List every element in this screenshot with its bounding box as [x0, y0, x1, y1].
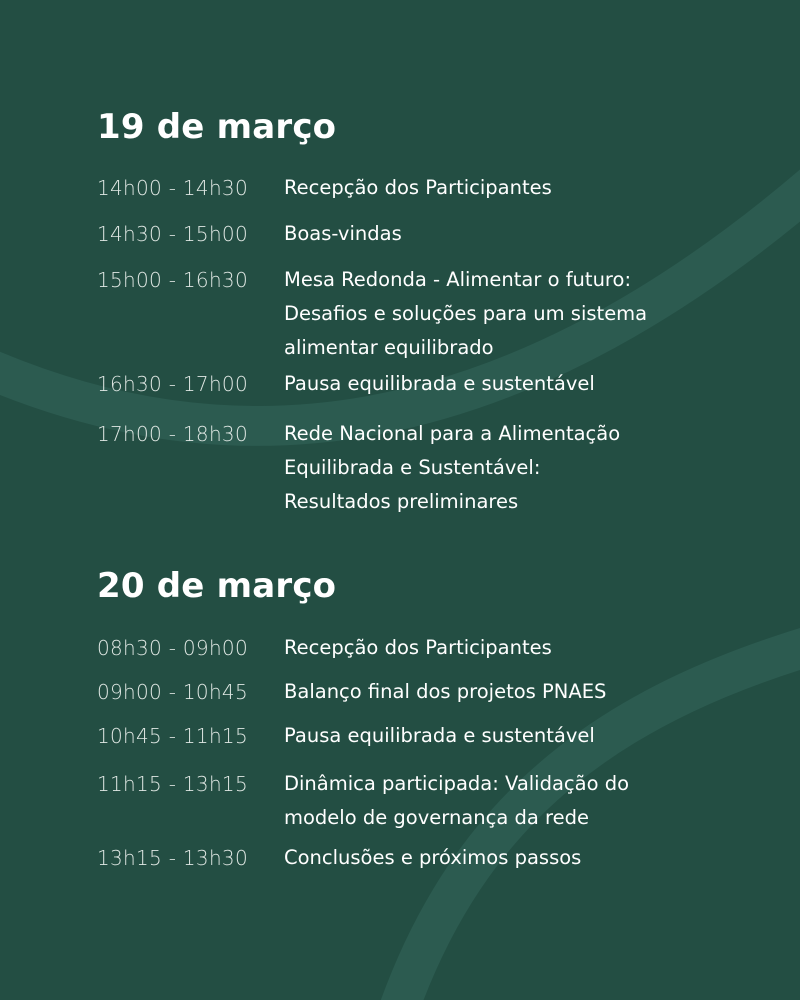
item-time: 17h00 - 18h30 — [97, 422, 248, 446]
item-time: 13h15 - 13h30 — [97, 846, 248, 870]
item-description-line: Mesa Redonda - Alimentar o futuro: — [284, 268, 632, 291]
item-time: 14h00 - 14h30 — [97, 176, 248, 200]
item-description — [284, 841, 690, 875]
item-description — [284, 367, 690, 401]
item-description-line: Pausa equilibrada e sustentável — [284, 724, 595, 747]
item-description-line: Recepção dos Participantes — [284, 636, 552, 659]
item-description-line: Balanço final dos projetos PNAES — [284, 680, 607, 703]
item-time: 15h00 - 16h30 — [97, 268, 248, 292]
item-description — [284, 675, 690, 709]
day-2-title: 20 de março — [97, 566, 337, 606]
item-description-line: Recepção dos Participantes — [284, 176, 552, 199]
day-1-title: 19 de março — [97, 107, 337, 147]
schedule-item — [97, 841, 697, 875]
item-time: 09h00 - 10h45 — [97, 680, 248, 704]
schedule-item — [97, 367, 697, 401]
schedule-item — [97, 263, 697, 365]
schedule-item — [97, 767, 697, 835]
item-description-line: Rede Nacional para a Alimentação — [284, 422, 621, 445]
item-description-line: alimentar equilibrado — [284, 336, 494, 359]
item-description-line: Dinâmica participada: Validação do — [284, 772, 630, 795]
schedule-item — [97, 171, 697, 205]
item-description — [284, 417, 690, 519]
item-description-line: Conclusões e próximos passos — [284, 846, 582, 869]
item-description-line: Boas-vindas — [284, 222, 402, 245]
item-time: 14h30 - 15h00 — [97, 222, 248, 246]
item-description-line: Desafios e soluções para um sistema — [284, 302, 648, 325]
item-description — [284, 767, 690, 835]
item-description-line: Equilibrada e Sustentável: — [284, 456, 541, 479]
item-description — [284, 719, 690, 753]
schedule-item — [97, 631, 697, 665]
item-description — [284, 263, 690, 365]
schedule-item — [97, 719, 697, 753]
item-time: 08h30 - 09h00 — [97, 636, 248, 660]
item-description-line: modelo de governança da rede — [284, 806, 589, 829]
item-description — [284, 217, 690, 251]
item-description-line: Pausa equilibrada e sustentável — [284, 372, 595, 395]
schedule-item — [97, 417, 697, 519]
item-description — [284, 631, 690, 665]
item-description-line: Resultados preliminares — [284, 490, 519, 513]
item-time: 10h45 - 11h15 — [97, 724, 248, 748]
schedule-item — [97, 675, 697, 709]
schedule-item — [97, 217, 697, 251]
item-time: 16h30 - 17h00 — [97, 372, 248, 396]
item-description — [284, 171, 690, 205]
item-time: 11h15 - 13h15 — [97, 772, 248, 796]
